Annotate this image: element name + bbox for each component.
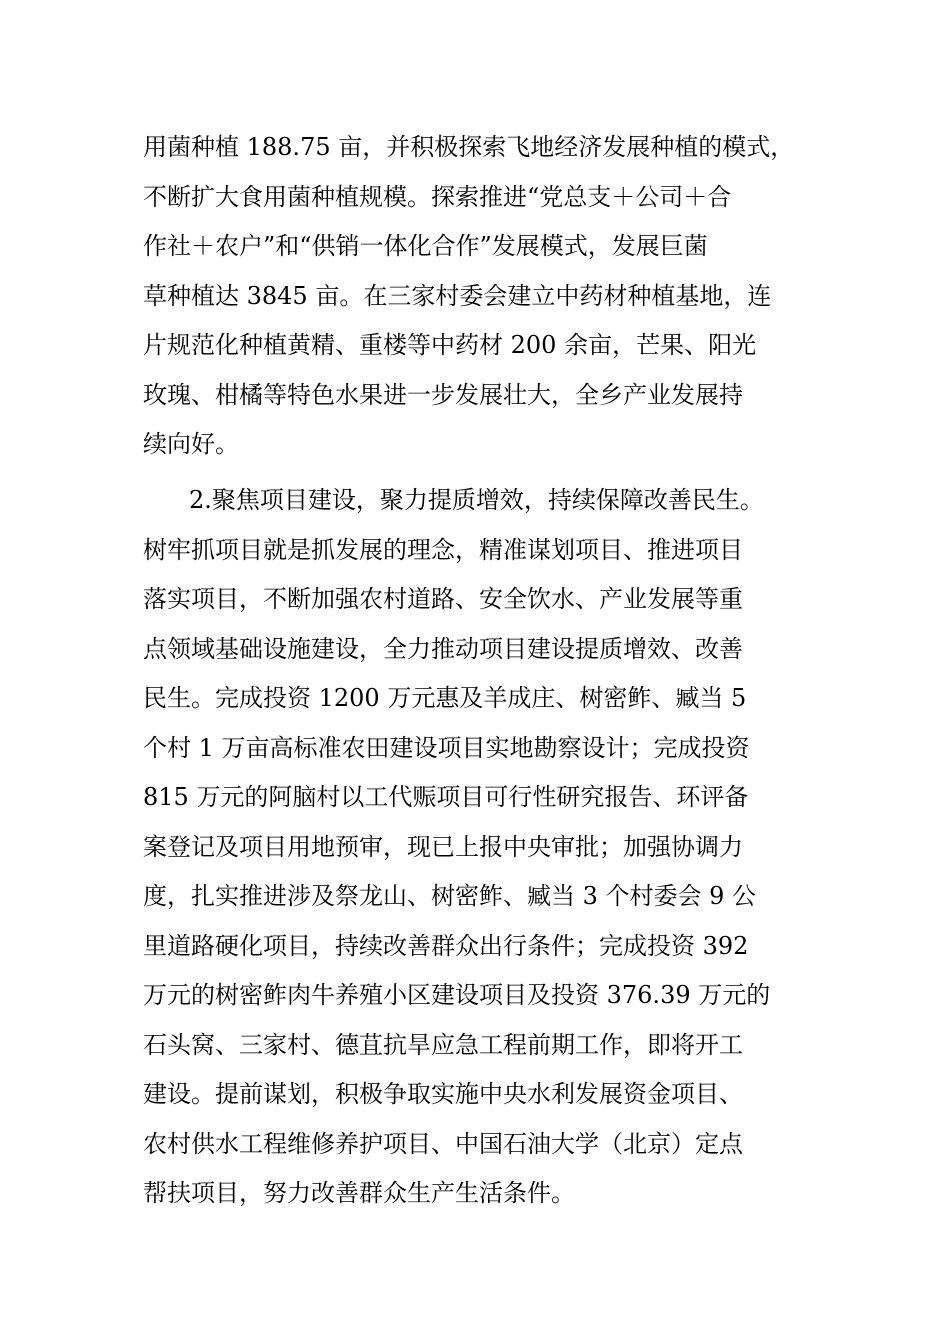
paragraph-line: 里道路硬化项目，持续改善群众出行条件；完成投资 392 [143,931,749,960]
paragraph-line: 点领域基础设施建设，全力推动项目建设提质增效、改善 [143,634,743,663]
paragraph-line: 民生。完成投资 1200 万元惠及羊成庄、树密鲊、臧当 5 [143,684,747,712]
paragraph-line: 万元的树密鲊肉牛养殖小区建设项目及投资 376.39 万元的 [143,981,771,1009]
paragraph-line: 度，扎实推进涉及祭龙山、树密鲊、臧当 3 个村委会 9 公 [143,882,757,910]
paragraph-industry-development [143,123,813,470]
paragraph-line: 建设。提前谋划，积极争取实施中央水利发展资金项目、 [143,1080,743,1108]
paragraph-project-construction [143,476,813,1219]
paragraph-line: 树牢抓项目就是抓发展的理念，精准谋划项目、推进项目 [143,535,743,564]
paragraph-line: 帮扶项目，努力改善群众生产生活条件。 [143,1179,575,1207]
paragraph-line: 农村供水工程维修养护项目、中国石油大学（北京）定点 [143,1129,743,1158]
paragraph-line: 玫瑰、柑橘等特色水果进一步发展壮大，全乡产业发展持 [143,380,743,409]
section-heading-line: 2.聚焦项目建设，聚力提质增效，持续保障改善民生。 [189,486,764,514]
paragraph-line: 个村 1 万亩高标准农田建设项目实地勘察设计；完成投资 [143,733,750,762]
paragraph-line: 用菌种植 188.75 亩，并积极探索飞地经济发展种植的模式， [143,133,795,161]
paragraph-line: 案登记及项目用地预审，现已上报中央审批；加强协调力 [143,832,743,861]
paragraph-line: 片规范化种植黄精、重楼等中药材 200 余亩，芒果、阳光 [143,331,757,359]
paragraph-line: 草种植达 3845 亩。在三家村委会建立中药材种植基地，连 [143,281,772,310]
paragraph-line: 815 万元的阿脑村以工代赈项目可行性研究报告、环评备 [143,783,749,811]
paragraph-line: 续向好。 [143,430,239,458]
paragraph-line: 石头窝、三家村、德苴抗旱应急工程前期工作，即将开工 [143,1030,743,1059]
paragraph-line: 落实项目，不断加强农村道路、安全饮水、产业发展等重 [143,585,743,613]
paragraph-line: 不断扩大食用菌种植规模。探索推进“党总支＋公司＋合 [143,182,732,211]
paragraph-line: 作社＋农户”和“供销一体化合作”发展模式，发展巨菌 [143,232,708,260]
